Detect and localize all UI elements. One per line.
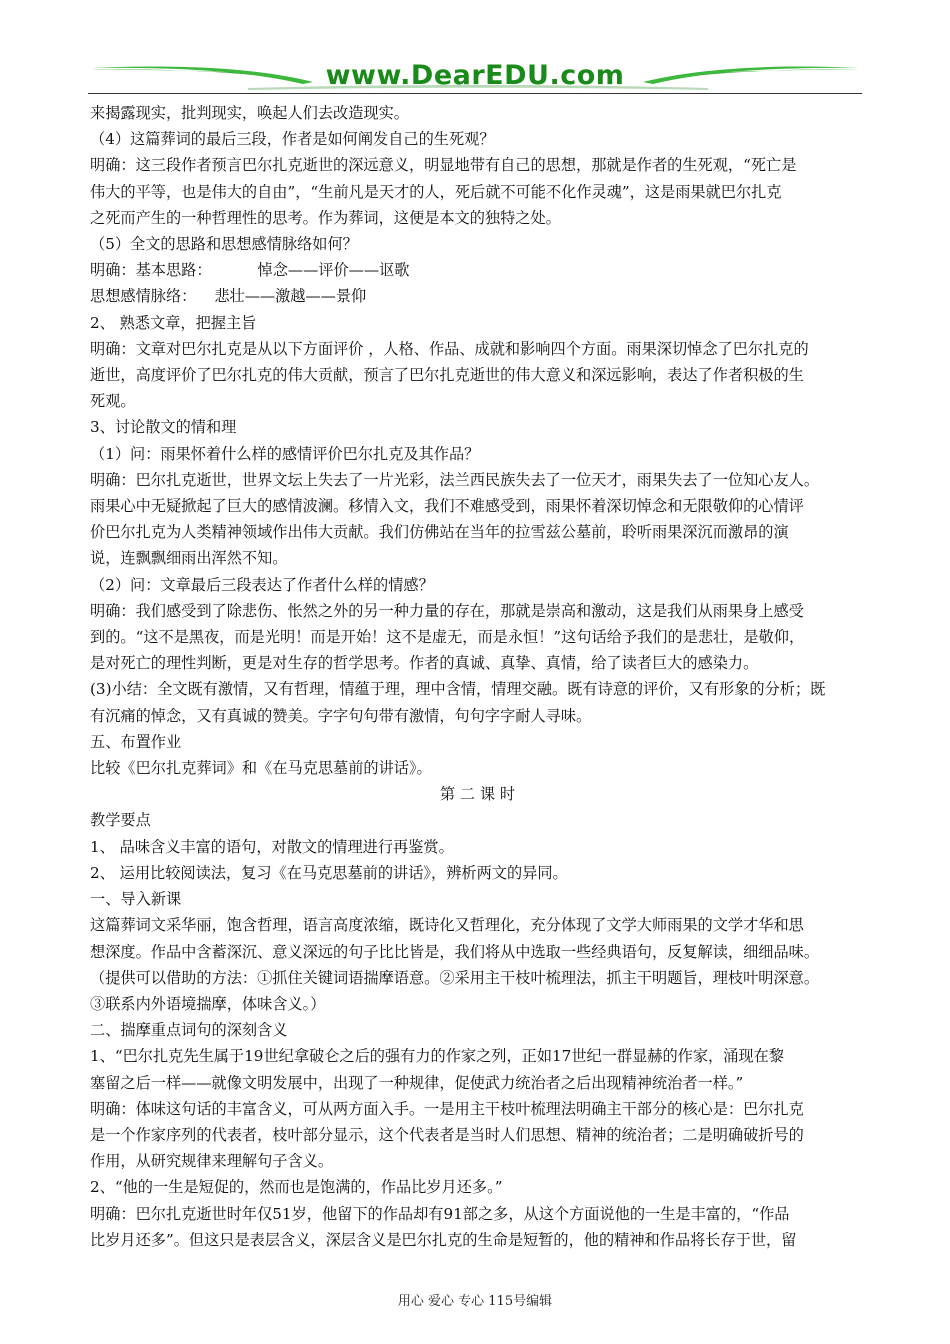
text-line: 雨果心中无疑掀起了巨大的感情波澜。移情入文，我们不难感受到，雨果怀着深切悼念和无限敬仰的心情评 <box>90 497 804 516</box>
emotion-value: 悲壮——激越——景仰 <box>214 287 367 306</box>
text-line: 价巴尔扎克为人类精神领域作出伟大贡献。我们仿佛站在当年的拉雪兹公墓前，聆听雨果深沉而激昂的演 <box>90 523 789 542</box>
text-line: （提供可以借助的方法：①抓住关键词语揣摩语意。②采用主干枝叶梳理法，抓主干明题旨，理枝叶明深意。 <box>90 968 819 987</box>
header-rule <box>88 93 862 94</box>
text-line: 明确：巴尔扎克逝世，世界文坛上失去了一片光彩，法兰西民族失去了一位天才，雨果失去了一位知心友人。 <box>90 470 819 489</box>
emotion-line <box>90 283 865 309</box>
text-line: 二、揣摩重点词句的深刻含义 <box>90 1021 288 1040</box>
text-line: 塞留之后一样——就像文明发展中，出现了一种规律，促使武力统治者之后出现精神统治者一样。” <box>90 1073 744 1092</box>
text-line: 1、 品味含义丰富的语句，对散文的情理进行再鉴赏。 <box>90 837 454 856</box>
text-line: ③联系内外语境揣摩，体味含义。） <box>90 994 326 1013</box>
ideas-line <box>90 257 865 283</box>
text-line: 明确：体味这句话的丰富含义，可从两方面入手。一是用主干枝叶梳理法明确主干部分的核心是：巴尔扎克 <box>90 1099 804 1118</box>
emotion-label: 思想感情脉络： <box>90 287 197 306</box>
site-header <box>88 58 862 94</box>
text-line: 2、“他的一生是短促的，然而也是饱满的，作品比岁月还多。” <box>90 1178 503 1197</box>
document-body <box>90 100 865 1253</box>
ideas-value: 悼念——评价——讴歌 <box>257 261 410 280</box>
text-line: (3)小结：全文既有激情，又有哲理，情蕴于理，理中含情，情理交融。既有诗意的评价，又有形象的分析；既 <box>90 680 826 699</box>
text-line: 这篇葬词文采华丽，饱含哲理，语言高度浓缩，既诗化又哲理化，充分体现了文学大师雨果的文学才华和思 <box>90 916 804 935</box>
site-logo-text: www.DearEDU.com <box>325 60 625 91</box>
text-line: 逝世，高度评价了巴尔扎克的伟大贡献，预言了巴尔扎克逝世的伟大意义和深远影响，表达了作者积极的生 <box>90 366 804 385</box>
text-line: 来揭露现实，批判现实，唤起人们去改造现实。 <box>90 104 409 122</box>
text-line: 是对死亡的理性判断，更是对生存的哲学思考。作者的真诚、真挚、真情，给了读者巨大的感染力。 <box>90 654 759 673</box>
text-line: （1）问：雨果怀着什么样的感情评价巴尔扎克及其作品？ <box>90 444 480 463</box>
text-line: 明确：这三段作者预言巴尔扎克逝世的深远意义，明显地带有自己的思想，那就是作者的生死观，“死亡是 <box>90 156 797 175</box>
page-footer: 用心 爱心 专心 115号编辑 <box>397 1294 553 1309</box>
text-line: （2）问：文章最后三段表达了作者什么样的情感？ <box>90 575 434 594</box>
text-line: 作用，从研究规律来理解句子含义。 <box>90 1152 333 1171</box>
text-line: 伟大的平等，也是伟大的自由”，“生前凡是天才的人，死后就不可能不化作灵魂”，这是雨果就巴尔扎克 <box>90 182 782 201</box>
text-line: 明确：巴尔扎克逝世时年仅51岁，他留下的作品却有91部之多，从这个方面说他的一生是丰富的，“作品 <box>90 1204 790 1223</box>
text-line: 之死而产生的一种哲理性的思考。作为葬词，这便是本文的独特之处。 <box>90 208 561 227</box>
text-line: 比较《巴尔扎克葬词》和《在马克思墓前的讲话》。 <box>90 759 432 778</box>
text-line: 比岁月还多”。但这只是表层含义，深层含义是巴尔扎克的生命是短暂的，他的精神和作品将长存于世，留 <box>90 1230 797 1249</box>
lesson-title: 第 二 课 时 <box>439 785 516 804</box>
text-line: 一、导入新课 <box>90 890 182 909</box>
text-line: 是一个作家序列的代表者，枝叶部分显示，这个代表者是当时人们思想、精神的统治者；二是明确破折号的 <box>90 1125 804 1144</box>
text-line: （5）全文的思路和思想感情脉络如何？ <box>90 235 358 254</box>
text-line: 五、布置作业 <box>90 732 182 751</box>
text-line: 3、讨论散文的情和理 <box>90 418 237 437</box>
text-line: 到的。“这不是黑夜，而是光明！而是开始！这不是虚无，而是永恒！”这句话给予我们的是悲壮，是敬仰， <box>90 628 805 647</box>
text-line: 有沉痛的悼念，又有真诚的赞美。字字句句带有激情，句句字字耐人寻味。 <box>90 706 592 725</box>
text-line: （4）这篇葬词的最后三段，作者是如何阐发自己的生死观？ <box>90 130 495 149</box>
text-line: 明确：文章对巴尔扎克是从以下方面评价 ，人格、作品、成就和影响四个方面。雨果深切悼念了巴尔扎克的 <box>90 339 809 358</box>
text-line: 2、 熟悉文章，把握主旨 <box>90 313 257 332</box>
text-line: 死观。 <box>90 392 136 411</box>
text-line: 1、“巴尔扎克先生属于19世纪拿破仑之后的强有力的作家之列，正如17世纪一群显赫的作家，涌现在黎 <box>90 1047 784 1066</box>
text-line: 明确：我们感受到了除悲伤、怅然之外的另一种力量的存在，那就是崇高和激动，这是我们从雨果身上感受 <box>90 601 804 620</box>
ideas-label: 明确：基本思路： <box>90 261 212 280</box>
text-line: 教学要点 <box>90 811 151 830</box>
text-line: 想深度。作品中含蓄深沉、意义深远的句子比比皆是，我们将从中选取一些经典语句，反复解读，细细品味。 <box>90 942 819 961</box>
text-line: 2、 运用比较阅读法，复习《在马克思墓前的讲话》，辨析两文的异同。 <box>90 863 568 882</box>
text-line: 说，连飘飘细雨出浑然不知。 <box>90 549 288 568</box>
